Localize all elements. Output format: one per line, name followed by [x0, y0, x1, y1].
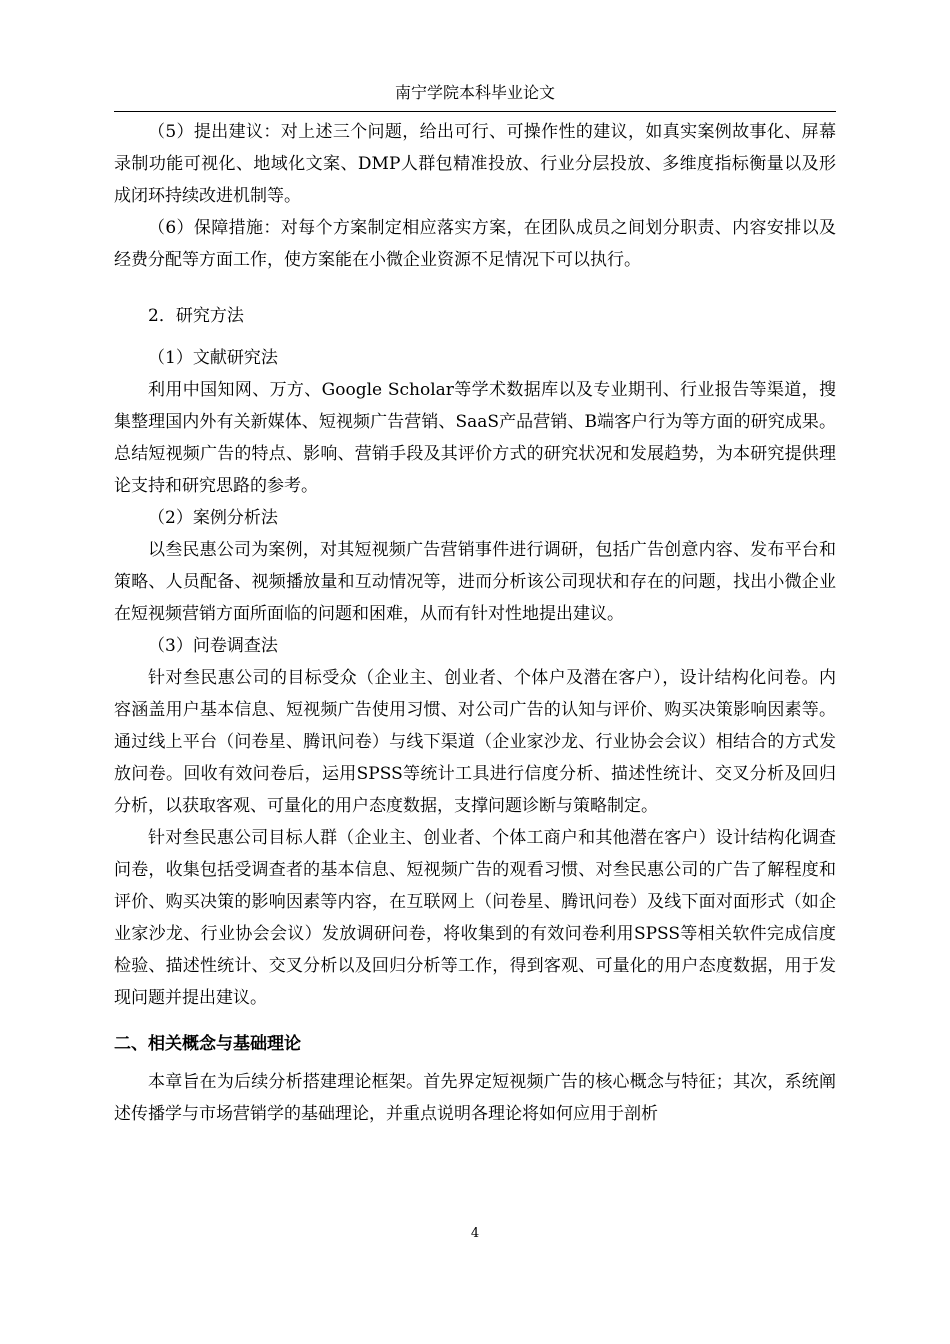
method-1-title: （1）文献研究法 — [148, 348, 278, 368]
method-2-title: （2）案例分析法 — [148, 508, 278, 528]
method-3-body-1: 针对叁民惠公司的目标受众（企业主、创业者、个体户及潜在客户），设计结构化问卷。内容涵盖用户基本信息、短视频广告使用习惯、对公司广告的认知与评价、购买决策影响因素等。通过线上平台（问卷星、腾讯问卷）与线下渠道（企业家沙龙、行业协会会议）相结合的方式发放问卷。回收有效问卷后，运用SPSS等统计工具进行信度分析、描述性统计、交叉分析及回归分析，以获取客观、可量化的用户态度数据，支撑问题诊断与策略制定。 — [114, 668, 836, 816]
page-number: 4 — [470, 1226, 480, 1241]
method-2-body: 以叁民惠公司为案例，对其短视频广告营销事件进行调研，包括广告创意内容、发布平台和策略、人员配备、视频播放量和互动情况等，进而分析该公司现状和存在的问题，找出小微企业在短视频营销方面所面临的问题和困难，从而有针对性地提出建议。 — [114, 540, 836, 624]
paragraph-suggestions: （5）提出建议：对上述三个问题，给出可行、可操作性的建议，如真实案例故事化、屏幕录制功能可视化、地域化文案、DMP人群包精准投放、行业分层投放、多维度指标衡量以及形成闭环持续改进机制等。 — [114, 122, 836, 206]
method-3-title: （3）问卷调查法 — [148, 636, 278, 656]
paragraph-safeguards: （6）保障措施：对每个方案制定相应落实方案，在团队成员之间划分职责、内容安排以及经费分配等方面工作，使方案能在小微企业资源不足情况下可以执行。 — [114, 218, 836, 270]
page-body — [114, 116, 836, 1130]
method-3-body-2: 针对叁民惠公司目标人群（企业主、创业者、个体工商户和其他潜在客户）设计结构化调查问卷，收集包括受调查者的基本信息、短视频广告的观看习惯、对叁民惠公司的广告了解程度和评价、购买决策的影响因素等内容，在互联网上（问卷星、腾讯问卷）及线下面对面形式（如企业家沙龙、行业协会会议）发放调研问卷，将收集到的有效问卷利用SPSS等相关软件完成信度检验、描述性统计、交叉分析以及回归分析等工作，得到客观、可量化的用户态度数据，用于发现问题并提出建议。 — [114, 828, 836, 1008]
page-header: 南宁学院本科毕业论文 — [114, 80, 836, 112]
chapter-intro: 本章旨在为后续分析搭建理论框架。首先界定短视频广告的核心概念与特征；其次，系统阐述传播学与市场营销学的基础理论，并重点说明各理论将如何应用于剖析 — [114, 1072, 836, 1124]
section-heading-research-methods: 2．研究方法 — [148, 306, 244, 326]
method-1-body: 利用中国知网、万方、Google Scholar等学术数据库以及专业期刊、行业报告等渠道，搜集整理国内外有关新媒体、短视频广告营销、SaaS产品营销、B端客户行为等方面的研究成果。总结短视频广告的特点、影响、营销手段及其评价方式的研究状况和发展趋势，为本研究提供理论支持和研究思路的参考。 — [114, 380, 836, 496]
chapter-heading: 二、相关概念与基础理论 — [114, 1034, 301, 1054]
